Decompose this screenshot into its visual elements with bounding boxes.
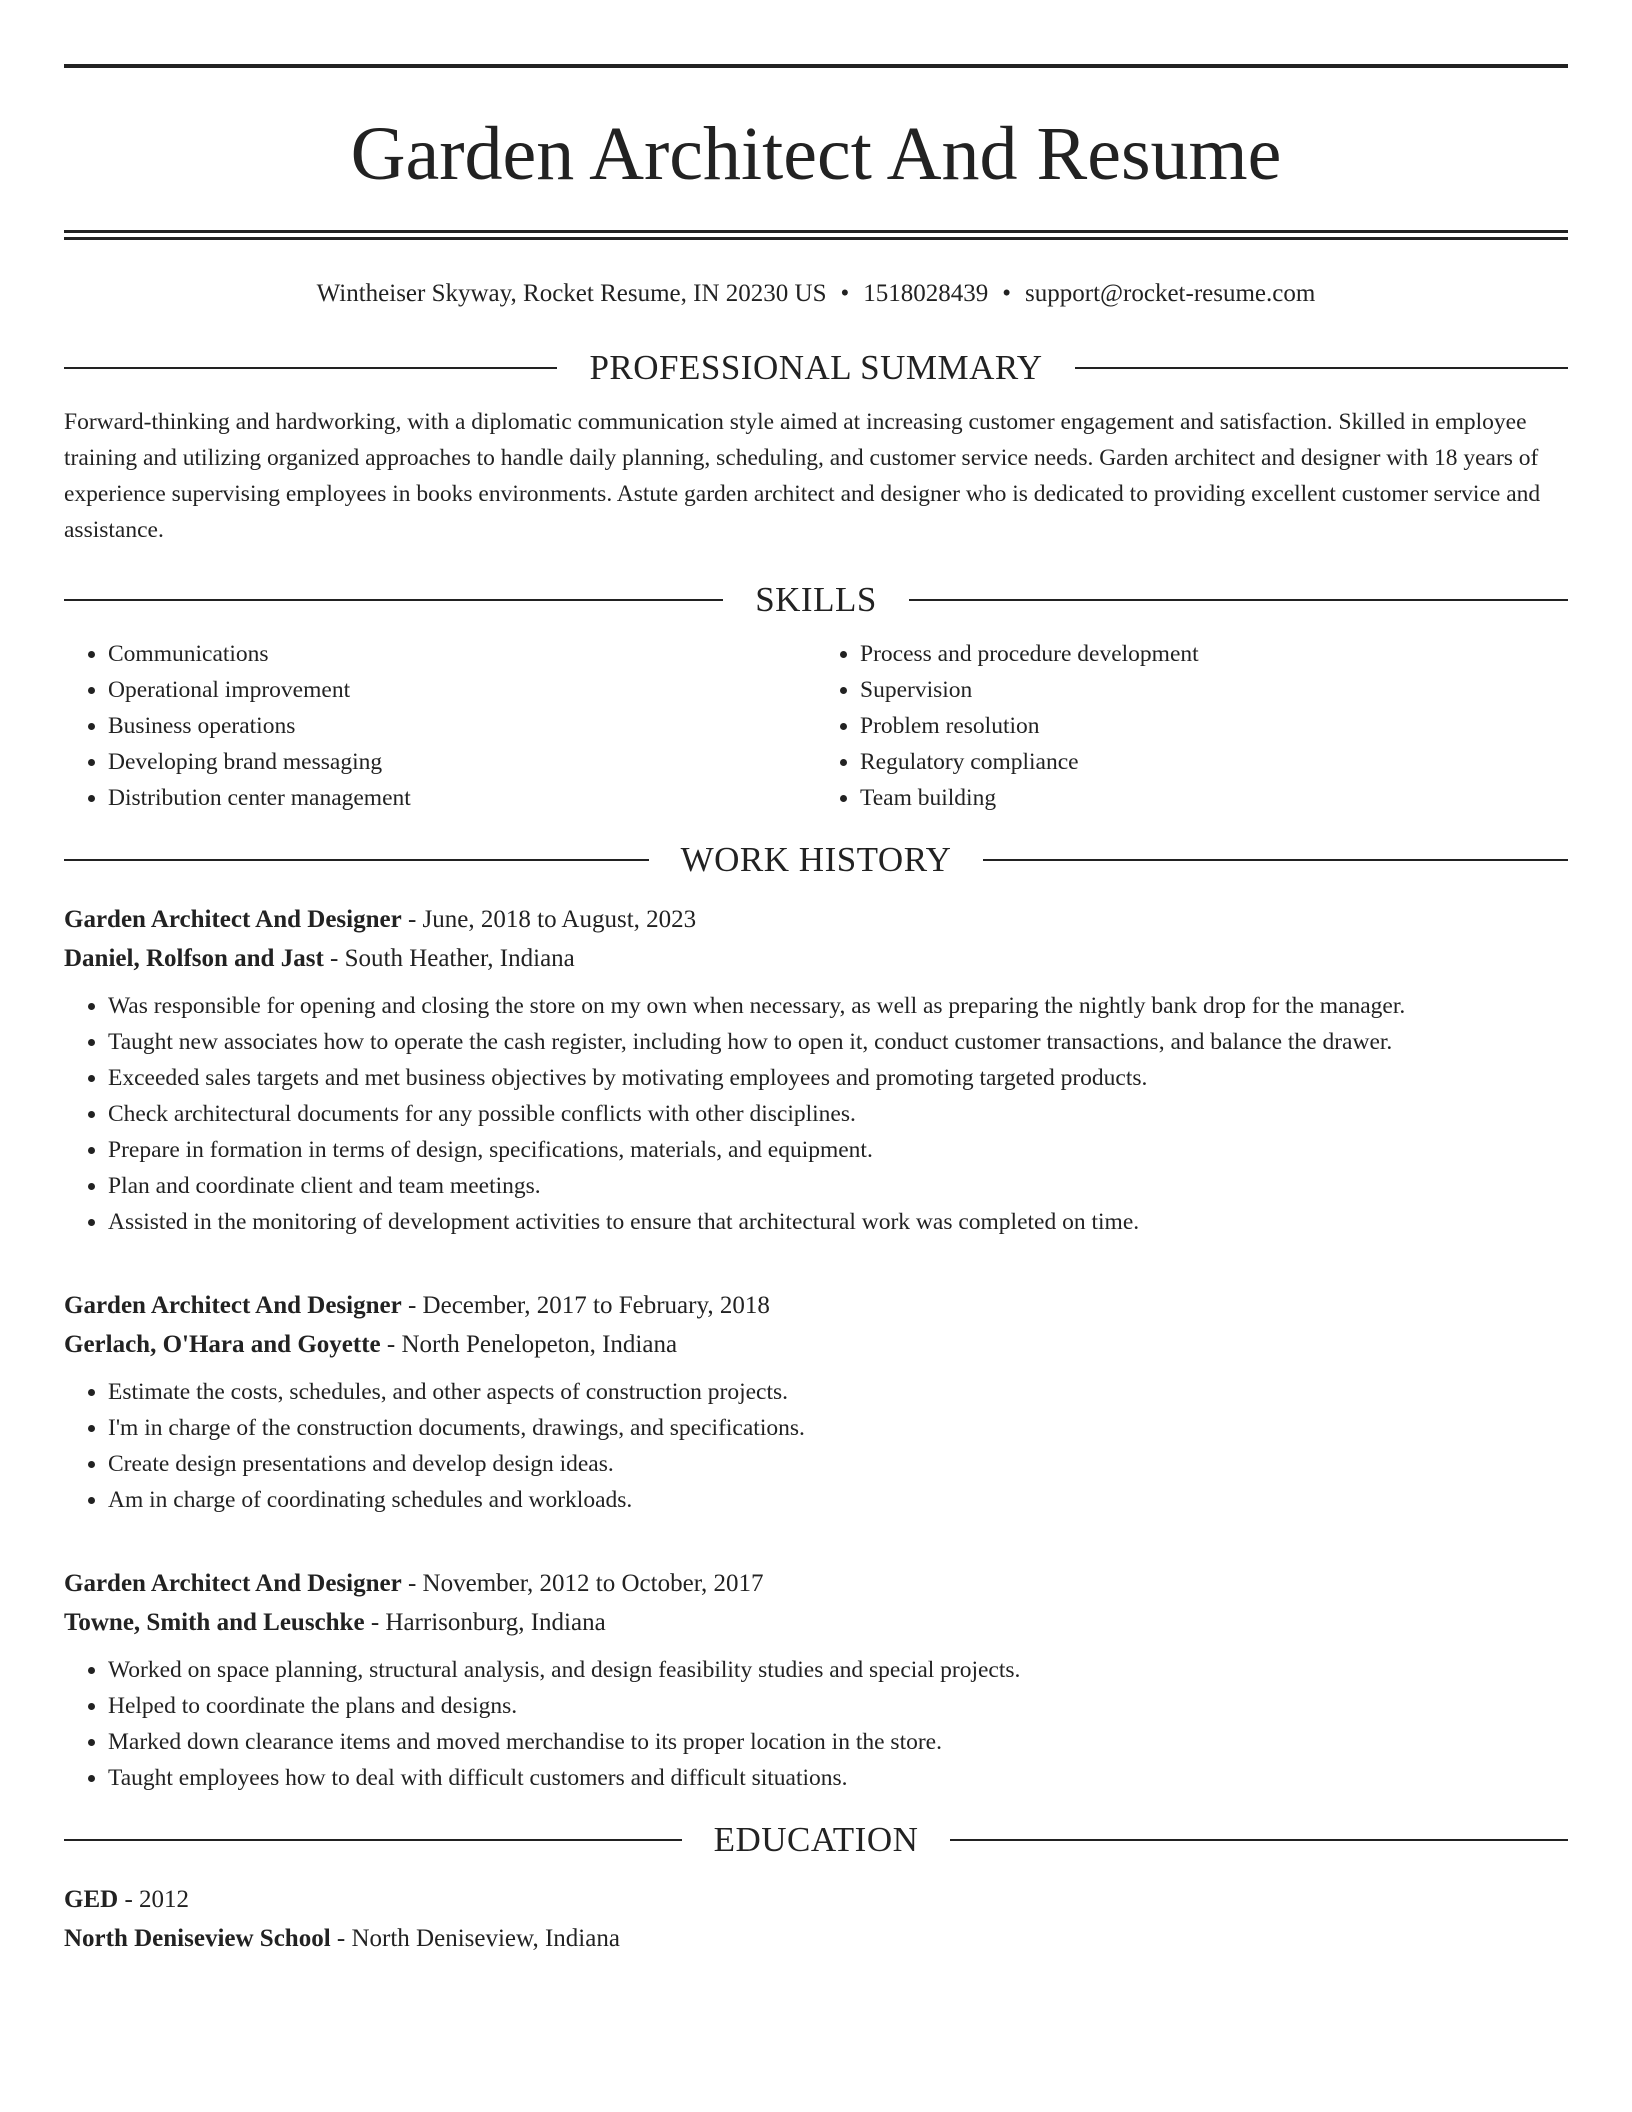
education-year: - 2012 xyxy=(118,1886,190,1913)
job-location: - Harrisonburg, Indiana xyxy=(364,1609,606,1636)
job-bullet: • Taught new associates how to operate the cash register, including how to open it, conduct customer transactions, and balance the drawer. xyxy=(108,1024,1568,1060)
skill-item: • Operational improvement xyxy=(108,672,816,708)
section-heading-work xyxy=(64,838,1568,882)
skill-item: • Process and procedure development xyxy=(860,636,1568,672)
section-title: SKILLS xyxy=(755,580,877,619)
section-title: EDUCATION xyxy=(713,1820,919,1859)
job-entry xyxy=(64,1286,1568,1518)
job-location: - South Heather, Indiana xyxy=(323,945,575,972)
job-company-line xyxy=(64,939,1568,978)
job-bullet: • Create design presentations and develop design ideas. xyxy=(108,1446,1568,1482)
job-bullets xyxy=(64,988,1568,1240)
resume-page xyxy=(64,64,1568,1958)
skills-list-right xyxy=(816,636,1568,816)
job-title-line xyxy=(64,900,1568,939)
double-rule xyxy=(64,230,1568,240)
skills-list-left xyxy=(64,636,816,816)
job-dates: - December, 2017 to February, 2018 xyxy=(401,1292,770,1319)
section-heading-skills xyxy=(64,578,1568,622)
contact-line xyxy=(64,276,1568,312)
top-rule xyxy=(64,64,1568,68)
job-title: Garden Architect And Designer xyxy=(64,1292,402,1319)
education-school-line xyxy=(64,1919,1568,1958)
job-bullet: • Worked on space planning, structural analysis, and design feasibility studies and special projects. xyxy=(108,1652,1568,1688)
job-bullet: • Prepare in formation in terms of design, specifications, materials, and equipment. xyxy=(108,1132,1568,1168)
resume-name: Garden Architect And Resume xyxy=(350,112,1282,196)
skill-item: • Communications xyxy=(108,636,816,672)
section-heading-education xyxy=(64,1818,1568,1862)
job-dates: - November, 2012 to October, 2017 xyxy=(401,1570,764,1597)
job-company: Towne, Smith and Leuschke xyxy=(64,1609,365,1636)
job-bullet: • Helped to coordinate the plans and designs. xyxy=(108,1688,1568,1724)
skill-item: • Business operations xyxy=(108,708,816,744)
job-title: Garden Architect And Designer xyxy=(64,906,402,933)
education-location: - North Deniseview, Indiana xyxy=(330,1925,620,1952)
heading-rule xyxy=(983,859,1568,861)
job-bullet: • Estimate the costs, schedules, and other aspects of construction projects. xyxy=(108,1374,1568,1410)
skill-item: • Supervision xyxy=(860,672,1568,708)
section-title: WORK HISTORY xyxy=(680,840,952,879)
job-company-line xyxy=(64,1603,1568,1642)
job-company-line xyxy=(64,1325,1568,1364)
job-bullet: • Was responsible for opening and closing the store on my own when necessary, as well as preparing the nightly bank drop for the manager. xyxy=(108,988,1568,1024)
heading-rule xyxy=(64,859,649,861)
job-bullet: • Taught employees how to deal with difficult customers and difficult situations. xyxy=(108,1760,1568,1796)
skill-item: • Team building xyxy=(860,780,1568,816)
contact-address: Wintheiser Skyway, Rocket Resume, IN 20230 US xyxy=(316,280,827,307)
contact-phone: 1518028439 xyxy=(863,280,989,307)
skill-item: • Developing brand messaging xyxy=(108,744,816,780)
job-bullets xyxy=(64,1374,1568,1518)
skill-item: • Problem resolution xyxy=(860,708,1568,744)
section-heading-summary xyxy=(64,346,1568,390)
heading-rule xyxy=(950,1839,1568,1841)
job-bullet: • Marked down clearance items and moved merchandise to its proper location in the store. xyxy=(108,1724,1568,1760)
job-bullet: • Assisted in the monitoring of development activities to ensure that architectural work was completed on time. xyxy=(108,1204,1568,1240)
heading-rule xyxy=(1075,367,1568,369)
heading-rule xyxy=(64,599,723,601)
job-bullet: • Plan and coordinate client and team meetings. xyxy=(108,1168,1568,1204)
skill-item: • Regulatory compliance xyxy=(860,744,1568,780)
job-entry xyxy=(64,1564,1568,1796)
heading-rule xyxy=(64,367,557,369)
summary-text: Forward-thinking and hardworking, with a diplomatic communication style aimed at increasing customer engagement and satisfaction. Skilled in employee training and utilizing organized approaches to handle daily planning, scheduling, and customer service needs. Garden architect and designer with 18 years of experience supervising employees in books environments. Astute garden architect and designer who is dedicated to providing excellent customer service and assistance. xyxy=(64,409,1541,543)
skill-item: • Distribution center management xyxy=(108,780,816,816)
job-bullets xyxy=(64,1652,1568,1796)
job-bullet: • Check architectural documents for any possible conflicts with other disciplines. xyxy=(108,1096,1568,1132)
education-degree: GED xyxy=(64,1886,119,1913)
job-title: Garden Architect And Designer xyxy=(64,1570,402,1597)
skills-columns xyxy=(64,636,1568,816)
job-dates: - June, 2018 to August, 2023 xyxy=(401,906,697,933)
contact-separator: • xyxy=(1002,280,1012,307)
contact-email: support@rocket-resume.com xyxy=(1025,280,1316,307)
contact-separator: • xyxy=(840,280,850,307)
job-bullet: • Exceeded sales targets and met business objectives by motivating employees and promoting targeted products. xyxy=(108,1060,1568,1096)
job-bullet: • Am in charge of coordinating schedules and workloads. xyxy=(108,1482,1568,1518)
job-company: Daniel, Rolfson and Jast xyxy=(64,945,324,972)
job-company: Gerlach, O'Hara and Goyette xyxy=(64,1331,381,1358)
education-entry xyxy=(64,1880,1568,1958)
section-title: PROFESSIONAL SUMMARY xyxy=(589,348,1043,387)
job-location: - North Penelopeton, Indiana xyxy=(380,1331,678,1358)
education-degree-line xyxy=(64,1880,1568,1919)
heading-rule xyxy=(64,1839,682,1841)
job-title-line xyxy=(64,1286,1568,1325)
job-title-line xyxy=(64,1564,1568,1603)
education-school: North Deniseview School xyxy=(64,1925,331,1952)
job-bullet: • I'm in charge of the construction documents, drawings, and specifications. xyxy=(108,1410,1568,1446)
job-entry xyxy=(64,900,1568,1240)
heading-rule xyxy=(909,599,1568,601)
